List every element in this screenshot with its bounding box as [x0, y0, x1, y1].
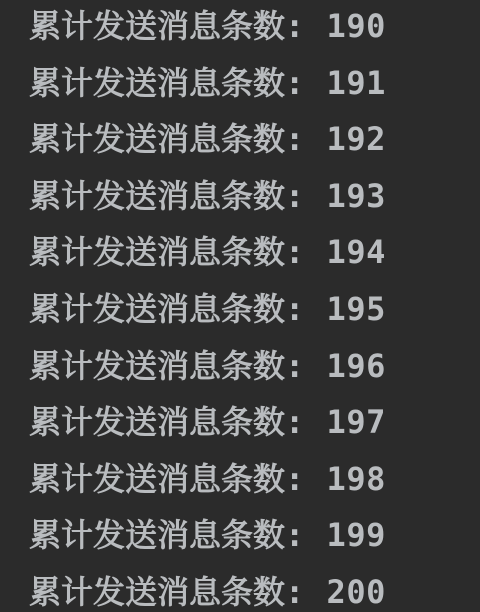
line-separator: : — [285, 176, 305, 215]
line-value: 198 — [326, 459, 386, 498]
line-separator: : — [285, 403, 305, 442]
line-separator: : — [285, 459, 305, 498]
line-label: 累计发送消息条数 — [29, 459, 286, 498]
console-line — [29, 514, 480, 571]
console-line — [29, 288, 480, 345]
console-line — [29, 458, 480, 515]
line-separator: : — [285, 120, 305, 159]
line-label: 累计发送消息条数 — [29, 346, 286, 385]
line-separator: : — [285, 233, 305, 272]
line-label: 累计发送消息条数 — [29, 176, 286, 215]
line-separator: : — [285, 7, 305, 45]
line-label: 累计发送消息条数 — [29, 403, 286, 442]
line-label: 累计发送消息条数 — [29, 63, 286, 102]
line-value: 191 — [326, 63, 386, 102]
line-label: 累计发送消息条数 — [29, 289, 286, 328]
console-line — [29, 62, 480, 119]
console-line — [29, 5, 480, 62]
line-separator: : — [285, 516, 305, 555]
console-line — [29, 571, 480, 612]
line-value: 200 — [326, 572, 386, 611]
line-value: 197 — [326, 403, 386, 442]
line-label: 累计发送消息条数 — [29, 516, 286, 555]
line-separator: : — [285, 346, 305, 385]
line-separator: : — [285, 63, 305, 102]
console-line — [29, 175, 480, 232]
line-label: 累计发送消息条数 — [29, 7, 286, 45]
line-label: 累计发送消息条数 — [29, 120, 286, 159]
line-value: 199 — [326, 516, 386, 555]
line-value: 190 — [326, 7, 386, 45]
line-label: 累计发送消息条数 — [29, 233, 286, 272]
line-value: 194 — [326, 233, 386, 272]
line-value: 193 — [326, 176, 386, 215]
line-value: 192 — [326, 120, 386, 159]
console-line — [29, 345, 480, 402]
line-separator: : — [285, 289, 305, 328]
line-label: 累计发送消息条数 — [29, 572, 286, 611]
line-separator: : — [285, 572, 305, 611]
line-value: 195 — [326, 289, 386, 328]
console-line — [29, 118, 480, 175]
line-value: 196 — [326, 346, 386, 385]
console-line — [29, 231, 480, 288]
console-line — [29, 401, 480, 458]
